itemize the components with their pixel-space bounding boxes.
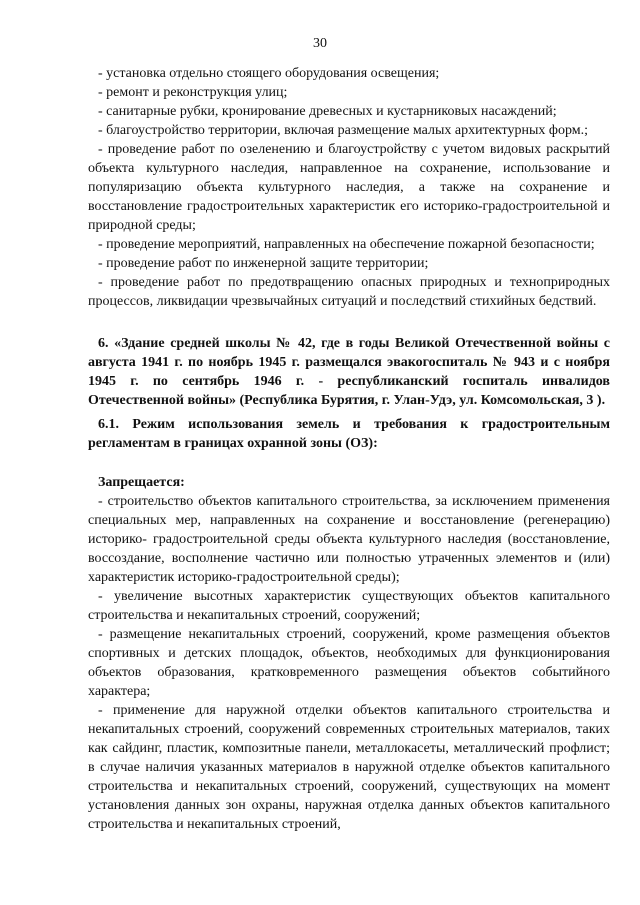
- spacer: [88, 311, 610, 334]
- list-item: - увеличение высотных характеристик существующих объектов капитального строительства и некапитальных строений, сооружений;: [88, 589, 610, 623]
- spacer: [88, 453, 610, 473]
- list-item: - ремонт и реконструкция улиц;: [98, 85, 288, 100]
- list-item: - проведение работ по инженерной защите территории;: [98, 256, 429, 271]
- section-heading: 6. «Здание средней школы № 42, где в годы Великой Отечественной войны с августа 1941 г. по ноябрь 1945 г. размещался эвакогоспиталь № 943 и с ноября 1945 г. по сентябрь 1946 г. - республиканский госпиталь инвалидов Отечественной войны» (Республика Бурятия, г. Улан-Удэ, ул. Комсомольская, 3 ).: [88, 336, 610, 408]
- list-item: - проведение работ по предотвращению опасных природных и технoприродных процессов, ликвидации чрезвычайных ситуаций и последствий стихийных бедствий.: [88, 275, 610, 309]
- list-item: - применение для наружной отделки объектов капитального строительства и некапитальных строений, сооружений современных строительных материалов, таких как сайдинг, пластик, композитные панели, металлокасеты, металлический профлист; в случае наличия указанных материалов в наружной отделке объектов капитального строительства и некапитальных строений, сооружений, существующих на момент установления данных зон охраны, наружная отделка данных объектов капитального строительства и некапитальных строений,: [88, 703, 610, 832]
- forbidden-label: Запрещается:: [98, 475, 185, 490]
- list-item: - санитарные рубки, кронирование древесных и кустарниковых насаждений;: [98, 104, 557, 119]
- list-item: - проведение работ по озеленению и благоустройству с учетом видовых раскрытий объекта культурного наследия, направленное на сохранение, использование и популяризацию объекта культурного наследия, а также на сохранение и восстановление градостроительных характеристик его историко-градостроительной и природной среды;: [88, 142, 610, 233]
- page-number: 30: [313, 36, 327, 51]
- list-item: - проведение мероприятий, направленных на обеспечение пожарной безопасности;: [98, 237, 595, 252]
- list-item: - размещение некапитальных строений, сооружений, кроме размещения объектов спортивных и детских площадок, объектов, необходимых для функционирования объектов образования, кратковременного размещения объектов событийного характера;: [88, 627, 610, 699]
- list-item: - установка отдельно стоящего оборудования освещения;: [98, 66, 440, 81]
- subsection-heading: 6.1. Режим использования земель и требования к градостроительным регламентам в границах охранной зоны (ОЗ):: [88, 417, 610, 451]
- list-item: - благоустройство территории, включая размещение малых архитектурных форм.;: [98, 123, 588, 138]
- document-body: [88, 64, 610, 834]
- list-item: - строительство объектов капитального строительства, за исключением применения специальных мер, направленных на сохранение и восстановление (регенерацию) историко- градостроительной среды объекта культурного наследия (восстановление, воссоздание, восполнение частично или полностью утраченных элементов и (или) характеристик историко-градостроительной среды);: [88, 494, 610, 585]
